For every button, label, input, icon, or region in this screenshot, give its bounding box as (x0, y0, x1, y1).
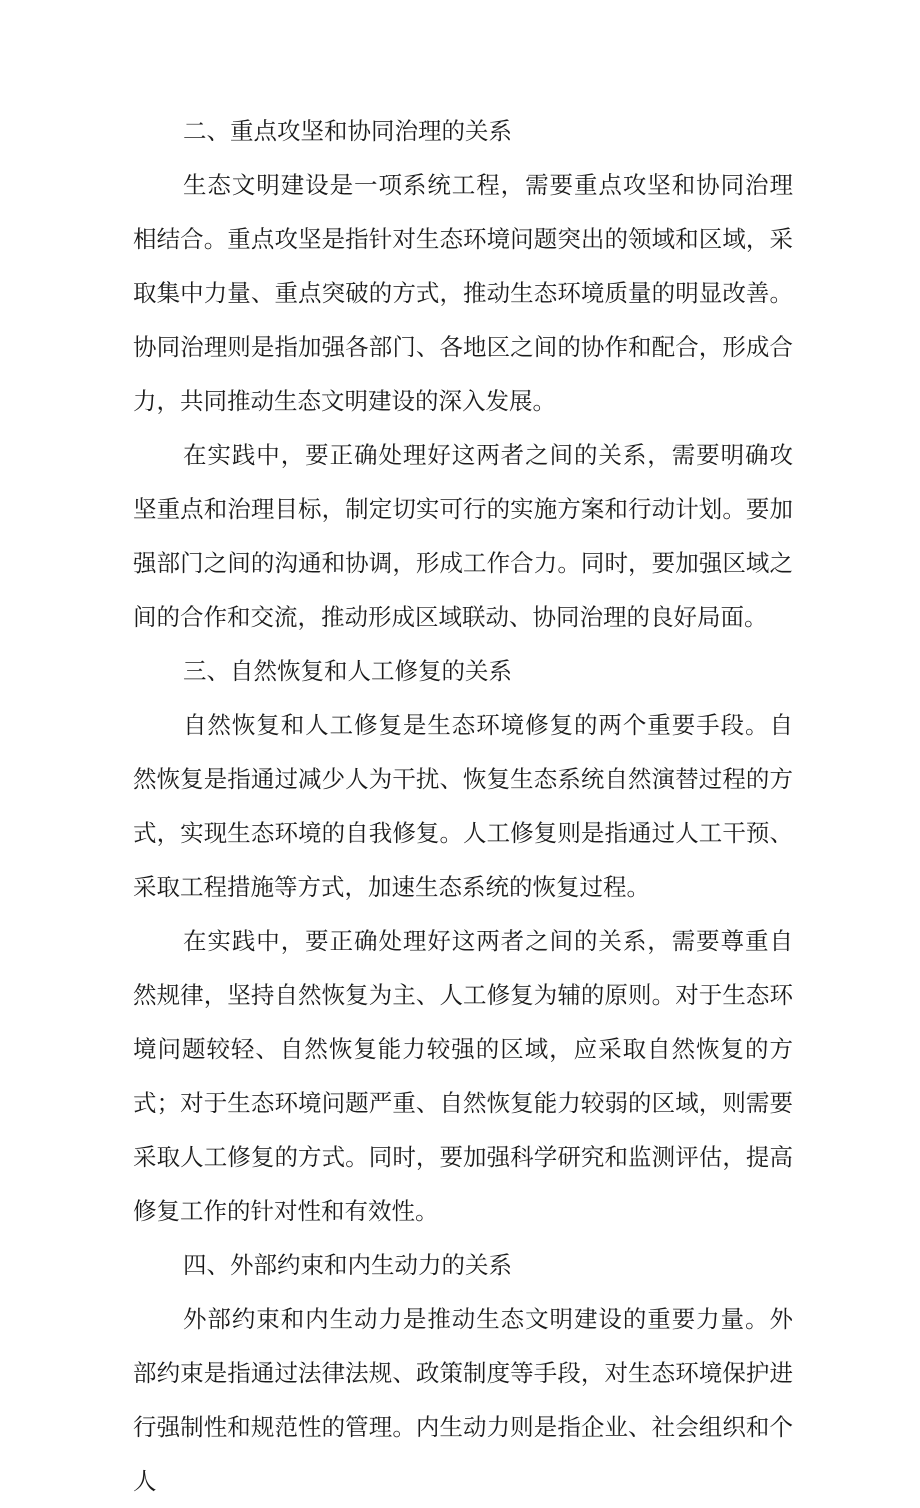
section-heading-2: 二、重点攻坚和协同治理的关系 (183, 117, 512, 145)
section-heading-4: 四、外部约束和内生动力的关系 (183, 1251, 512, 1279)
document-body (133, 104, 793, 1508)
paragraph: 在实践中，要正确处理好这两者之间的关系，需要明确攻坚重点和治理目标，制定切实可行的实施方案和行动计划。要加强部门之间的沟通和协调，形成工作合力。同时，要加强区域之间的合作和交流，推动形成区域联动、协同治理的良好局面。 (133, 441, 793, 631)
paragraph: 生态文明建设是一项系统工程，需要重点攻坚和协同治理相结合。重点攻坚是指针对生态环境问题突出的领域和区域，采取集中力量、重点突破的方式，推动生态环境质量的明显改善。协同治理则是指加强各部门、各地区之间的协作和配合，形成合力，共同推动生态文明建设的深入发展。 (133, 171, 793, 415)
section-heading-3: 三、自然恢复和人工修复的关系 (183, 657, 512, 685)
paragraph: 自然恢复和人工修复是生态环境修复的两个重要手段。自然恢复是指通过减少人为干扰、恢复生态系统自然演替过程的方式，实现生态环境的自我修复。人工修复则是指通过人工干预、采取工程措施等方式，加速生态系统的恢复过程。 (133, 711, 793, 901)
paragraph: 在实践中，要正确处理好这两者之间的关系，需要尊重自然规律，坚持自然恢复为主、人工修复为辅的原则。对于生态环境问题较轻、自然恢复能力较强的区域，应采取自然恢复的方式；对于生态环境问题严重、自然恢复能力较弱的区域，则需要采取人工修复的方式。同时，要加强科学研究和监测评估，提高修复工作的针对性和有效性。 (133, 927, 793, 1225)
paragraph: 外部约束和内生动力是推动生态文明建设的重要力量。外部约束是指通过法律法规、政策制度等手段，对生态环境保护进行强制性和规范性的管理。内生动力则是指企业、社会组织和个人 (133, 1305, 793, 1495)
